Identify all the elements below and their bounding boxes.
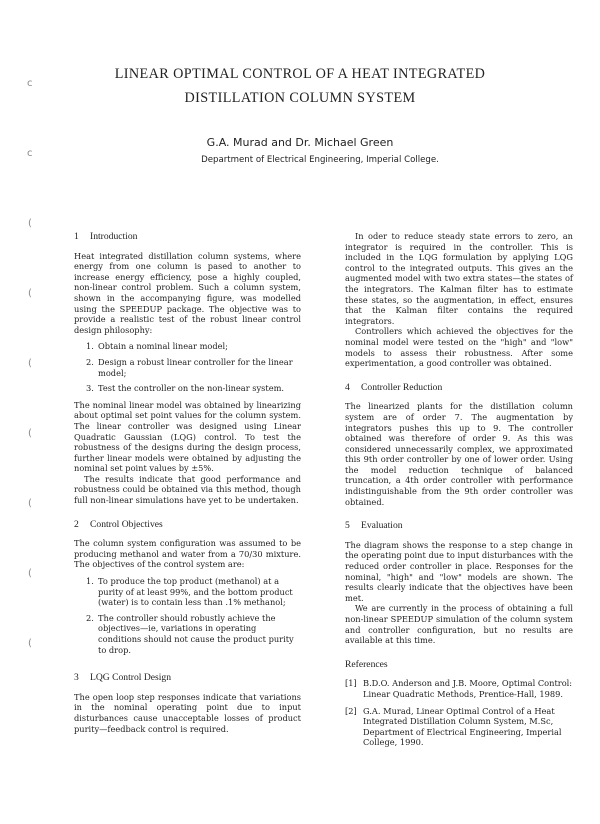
affiliation: Department of Electrical Engineering, Imperial College. [201,155,439,165]
section-number: 4 [345,381,350,393]
intro-paragraph-3: The results indicate that good performance and robustness could be obtained via this method, though full non-linear simulations have yet to be undertaken. [74,473,301,506]
lqg-paragraph-1: The open loop step responses indicate that variations in the nominal operating point due to input disturbances cause unacceptable losses of product purity—feedback control is required. [74,691,301,734]
scan-mark: ( [28,428,32,439]
list-item [74,341,301,352]
scan-mark: ( [28,288,32,299]
section-title: LQG Control Design [90,672,172,684]
section-title: Evaluation [361,520,403,532]
lqg-paragraph-2: In oder to reduce steady state errors to zero, an integrator is required in the controller. This is included in the LQG formulation by applying LQG control to the integrated outputs. This gives an the augmented model with two extra states—the states of the integrators. The Kalman filter has to estimate these states, so the augmentation, in effect, ensures that the Kalman filter contains the required integrators. [345,231,573,326]
reference-item [345,706,573,748]
list-item [74,357,301,378]
scan-mark: c [27,148,33,159]
section-heading-controller-reduction [345,383,573,394]
references-heading: References [345,658,388,670]
reference-text: B.D.O. Anderson and J.B. Moore, Optimal Control: Linear Quadratic Methods, Prentice-Hall, 1989. [363,678,573,699]
left-column [74,232,301,734]
section-title: Control Objectives [90,518,163,530]
list-text: Test the controller on the non-linear system. [98,383,285,394]
section-heading-lqg-control-design [74,673,301,684]
list-text: The controller should robustly achieve the objectives—ie, variations in operating conditions should not cause the product purity to drop. [98,612,294,655]
section-number: 1 [74,231,79,242]
section-number: 2 [74,518,79,530]
scan-mark: ( [28,568,32,579]
list-item [74,576,301,608]
reference-text: G.A. Murad, Linear Optimal Control of a Heat Integrated Distillation Column System, M.Sc, Department of Electrical Engineering, Imperial College, 1990. [363,705,562,748]
list-label: 2. [86,612,94,623]
section-heading-control-objectives [74,520,301,531]
list-item [74,613,301,655]
scan-mark: ( [28,498,32,509]
list-label: 2. [86,356,94,367]
scan-mark: ( [28,218,32,229]
list-text: To produce the top product (methanol) at a purity of at least 99%, and the bottom product (water) is to contain less than .1% methanol; [98,576,293,608]
reference-label: [2] [345,705,357,716]
intro-paragraph-1: Heat integrated distillation column systems, where energy from one column is pased to another to increase energy efficiency, pose a highly coupled, non-linear control problem. Such a column system, shown in the accompanying figure, was modelled using the SPEEDUP package. The objective was to provide a realistic test of the robust linear control design philosophy: [74,250,301,335]
reference-item [345,678,573,699]
section-heading-introduction [74,232,301,243]
authors: G.A. Murad and Dr. Michael Green [206,136,394,149]
list-item [74,383,301,394]
list-label: 3. [86,383,94,394]
list-label: 1. [86,576,94,587]
evaluation-paragraph-2: We are currently in the process of obtaining a full non-linear SPEEDUP simulation of the column system and controller configuration, but no results are available at this time. [345,603,573,646]
reduction-paragraph-1: The linearized plants for the distillation column system are of order 7. The augmentation by integrators pushes this up to 9. The controller obtained was therefore of order 9. As this was considered unnecessarily complex, we approximated this 9th order controller by one of lower order. Using the model reduction technique of balanced truncation, a 4th order controller with performance indistinguishable from the 9th order controller was obtained. [345,401,573,507]
section-number: 5 [345,520,350,532]
objectives-list [74,576,301,655]
objectives-paragraph-1: The column system configuration was assumed to be producing methanol and water from a 70/30 mixture. The objectives of the control system are: [74,538,301,570]
title-line-2: DISTILLATION COLUMN SYSTEM [184,90,416,106]
section-title: Introduction [90,231,138,242]
scan-mark: c [27,78,33,89]
title-line-1: LINEAR OPTIMAL CONTROL OF A HEAT INTEGRATED [114,66,486,82]
scan-mark: ( [28,638,32,649]
section-title: Controller Reduction [361,381,443,393]
list-text: Obtain a nominal linear model; [98,341,228,352]
section-number: 3 [74,672,79,684]
paper-title [60,62,540,110]
list-label: 1. [86,341,94,352]
lqg-paragraph-3: Controllers which achieved the objectives for the nominal model were tested on the "high" and "low" models to assess their robustness. After some experimentation, a good controller was obtained. [345,326,573,369]
evaluation-paragraph-1: The diagram shows the response to a step change in the operating point due to input disturbances with the reduced order controller in place. Responses for the nominal, "high" and "low" models are shown. The results clearly indicate that the objectives have been met. [345,539,573,603]
intro-list [74,341,301,393]
intro-paragraph-2: The nominal linear model was obtained by linearizing about optimal set point values for the column system. The linear controller was designed using Linear Quadratic Gaussian (LQG) control. To test the robustness of the designs during the design process, further linear models were obtained by adjusting the nominal set point values by ±5%. [74,399,301,474]
reference-label: [1] [345,678,357,689]
scan-mark: ( [28,358,32,369]
list-text: Design a robust linear controller for the linear model; [98,356,293,378]
right-column [345,231,573,754]
section-heading-evaluation [345,521,573,532]
